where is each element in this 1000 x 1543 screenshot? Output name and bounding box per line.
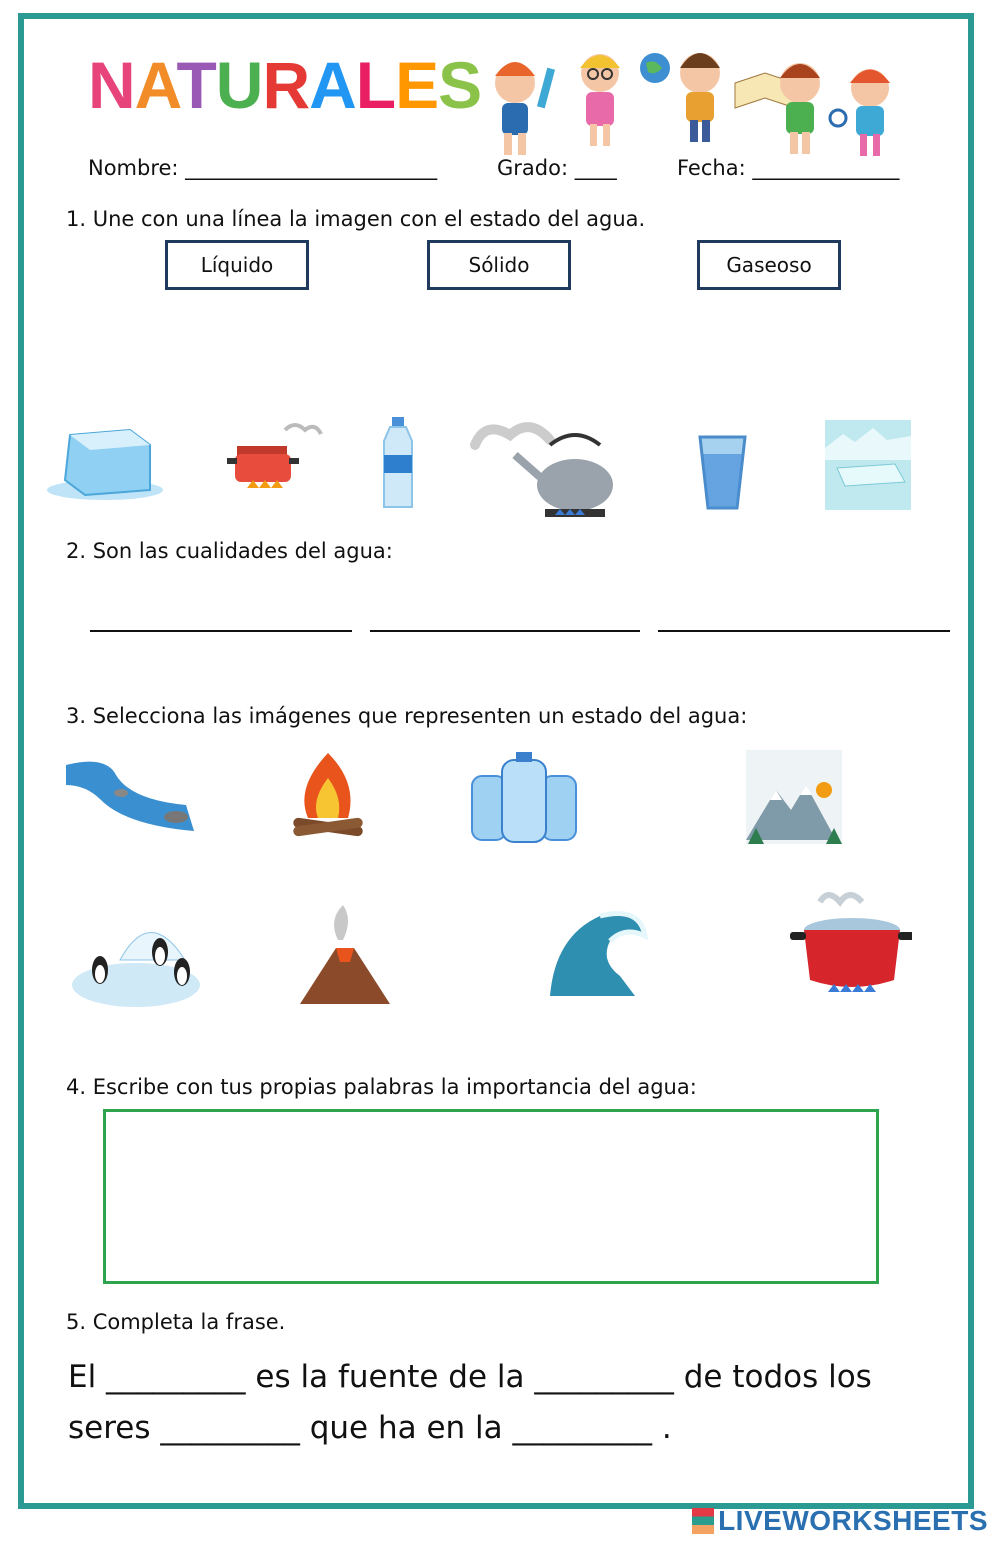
- answer-textbox[interactable]: [103, 1109, 879, 1284]
- option-gas-box[interactable]: Gaseoso: [697, 240, 841, 290]
- igloo-penguins-icon[interactable]: [70, 900, 202, 1010]
- title-letter: S: [438, 48, 482, 122]
- water-jugs-icon[interactable]: [468, 752, 580, 844]
- title-letter: R: [262, 48, 310, 122]
- quality-blank-1[interactable]: [90, 630, 352, 632]
- sentence-line-2[interactable]: seres _________ que ha en la _________ .: [68, 1410, 672, 1446]
- quality-blank-2[interactable]: [370, 630, 640, 632]
- liveworksheets-logo: [692, 1505, 988, 1537]
- campfire-icon[interactable]: [283, 748, 373, 848]
- boiling-pot-icon[interactable]: [790, 882, 912, 1004]
- quality-blank-3[interactable]: [658, 630, 950, 632]
- iceberg-icon[interactable]: [825, 420, 911, 510]
- ice-cube-icon[interactable]: [45, 420, 165, 502]
- logo-blocks-icon: [692, 1508, 714, 1534]
- water-bottle-icon[interactable]: [378, 415, 418, 511]
- title-letter: N: [88, 48, 135, 122]
- sentence-line-1[interactable]: El _________ es la fuente de la _________ de todos los: [68, 1359, 872, 1395]
- question-1-text: 1. Une con una línea la imagen con el estado del agua.: [66, 207, 646, 231]
- title-letter: A: [134, 48, 177, 122]
- kids-illustration-icon: [470, 28, 910, 163]
- title-letter: U: [215, 48, 263, 122]
- question-4-text: 4. Escribe con tus propias palabras la importancia del agua:: [66, 1075, 697, 1099]
- grade-field-label: Grado: ____: [497, 156, 617, 180]
- wave-icon[interactable]: [545, 906, 650, 998]
- option-liquid-box[interactable]: Líquido: [165, 240, 309, 290]
- brand-text: LIVEWORKSHEETS: [718, 1505, 988, 1536]
- question-5-text: 5. Completa la frase.: [66, 1310, 286, 1334]
- worksheet-title: [88, 48, 482, 122]
- water-glass-icon[interactable]: [695, 432, 750, 512]
- title-letter: T: [176, 48, 216, 122]
- snowy-mountain-icon[interactable]: [746, 750, 842, 844]
- title-letter: A: [309, 48, 356, 122]
- name-field-label: Nombre: ________________________: [88, 156, 438, 180]
- title-letter: E: [395, 48, 439, 122]
- volcano-icon[interactable]: [298, 900, 392, 1008]
- question-2-text: 2. Son las cualidades del agua:: [66, 539, 393, 563]
- boiling-pot-icon[interactable]: [225, 418, 325, 500]
- option-solid-box[interactable]: Sólido: [427, 240, 571, 290]
- title-letter: L: [355, 48, 396, 122]
- question-3-text: 3. Selecciona las imágenes que representen un estado del agua:: [66, 704, 748, 728]
- date-field-label: Fecha: ______________: [677, 156, 900, 180]
- steaming-kettle-icon[interactable]: [470, 415, 620, 520]
- river-icon[interactable]: [66, 755, 196, 835]
